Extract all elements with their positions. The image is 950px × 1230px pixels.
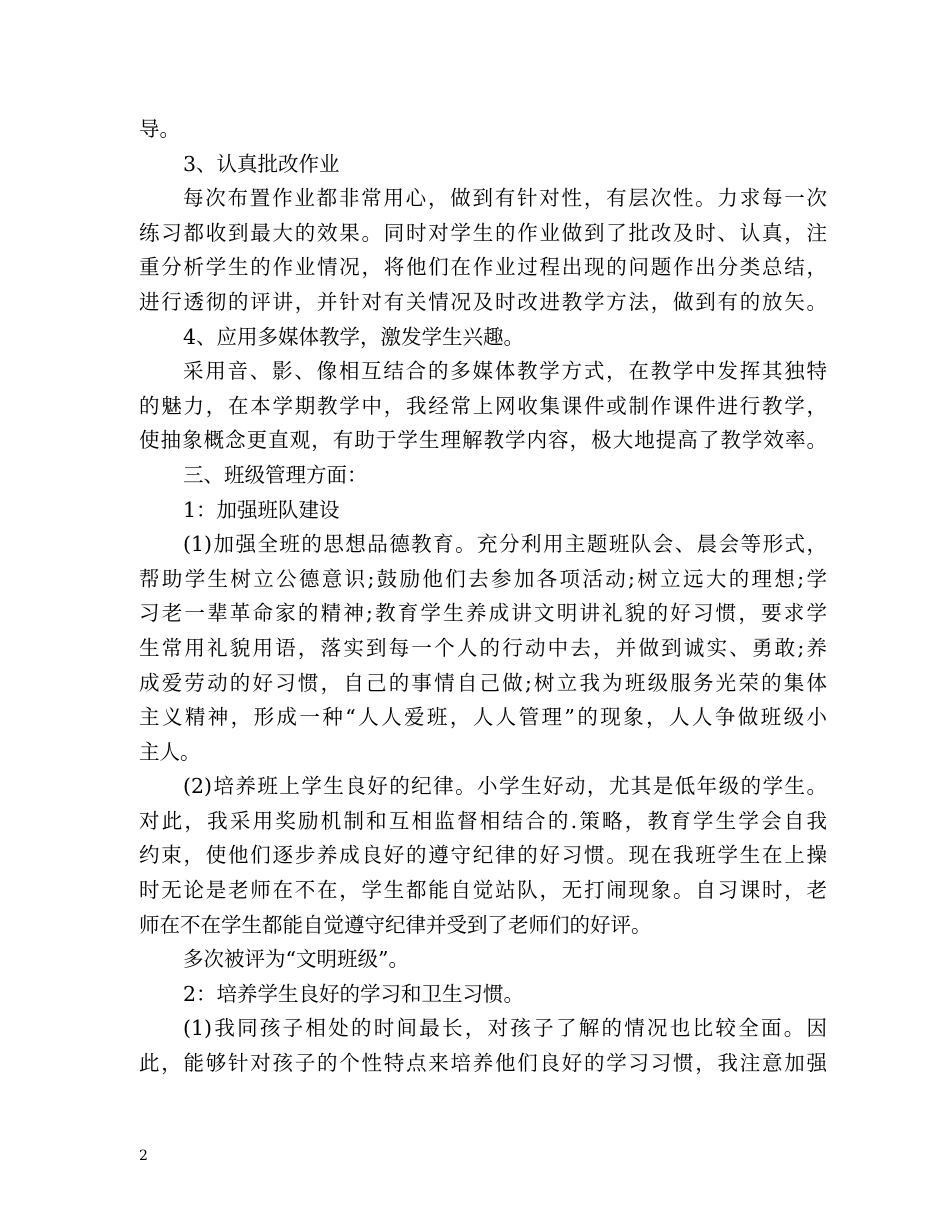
paragraph-line: 每次布置作业都非常用心，做到有针对性，有层次性。力求每一次: [183, 186, 827, 211]
paragraph-line: 习老一辈革命家的精神;教育学生养成讲文明讲礼貌的好习惯，要求学: [139, 601, 827, 626]
paragraph-line: 进行透彻的评讲，并针对有关情况及时改进教学方法，做到有的放矢。: [139, 289, 827, 314]
page-number: 2: [139, 1148, 148, 1164]
section-heading: 1：加强班队建设: [183, 497, 340, 522]
text-line: 导。: [139, 117, 180, 141]
paragraph-line: (1)加强全班的思想品德教育。充分利用主题班队会、晨会等形式，: [183, 532, 827, 557]
section-heading: 三、班级管理方面：: [183, 462, 368, 487]
paragraph-line: 时无论是老师在不在，学生都能自觉站队，无打闹现象。自习课时，老: [139, 878, 827, 903]
paragraph-line: 使抽象概念更直观，有助于学生理解教学内容，极大地提高了教学效率。: [139, 428, 827, 453]
paragraph-line: 主义精神，形成一种“人人爱班，人人管理”的现象，人人争做班级小: [139, 705, 827, 730]
paragraph-line: 的魅力，在本学期教学中，我经常上网收集课件或制作课件进行教学，: [139, 393, 827, 418]
section-heading: 2：培养学生良好的学习和卫生习惯。: [183, 981, 525, 1006]
section-heading: 3、认真批改作业: [183, 151, 340, 176]
paragraph-line: 生常用礼貌用语，落实到每一个人的行动中去，并做到诚实、勇敢;养: [139, 635, 827, 660]
paragraph-line: 约束，使他们逐步养成良好的遵守纪律的好习惯。现在我班学生在上操: [139, 843, 827, 868]
paragraph-line: 练习都收到最大的效果。同时对学生的作业做到了批改及时、认真，注: [139, 220, 827, 245]
paragraph-line: 主人。: [139, 739, 201, 764]
paragraph-line: 帮助学生树立公德意识;鼓励他们去参加各项活动;树立远大的理想;学: [139, 566, 827, 591]
paragraph-line: 师在不在学生都能自觉遵守纪律并受到了老师们的好评。: [139, 912, 652, 937]
paragraph-line: 采用音、影、像相互结合的多媒体教学方式，在教学中发挥其独特: [183, 359, 827, 384]
paragraph-line: 此，能够针对孩子的个性特点来培养他们良好的学习习惯，我注意加强: [139, 1051, 827, 1076]
paragraph-line: 成爱劳动的好习惯，自己的事情自己做;树立我为班级服务光荣的集体: [139, 670, 827, 695]
paragraph-line: (2)培养班上学生良好的纪律。小学生好动，尤其是低年级的学生。: [183, 774, 827, 799]
paragraph-line: 多次被评为“文明班级”。: [183, 947, 409, 972]
paragraph-line: 重分析学生的作业情况，将他们在作业过程出现的问题作出分类总结，: [139, 255, 827, 280]
section-heading: 4、应用多媒体教学，激发学生兴趣。: [183, 324, 525, 349]
paragraph-line: 对此，我采用奖励机制和互相监督相结合的.策略，教育学生学会自我: [139, 808, 827, 833]
paragraph-line: (1)我同孩子相处的时间最长，对孩子了解的情况也比较全面。因: [183, 1016, 827, 1041]
document-body: [139, 112, 827, 1081]
